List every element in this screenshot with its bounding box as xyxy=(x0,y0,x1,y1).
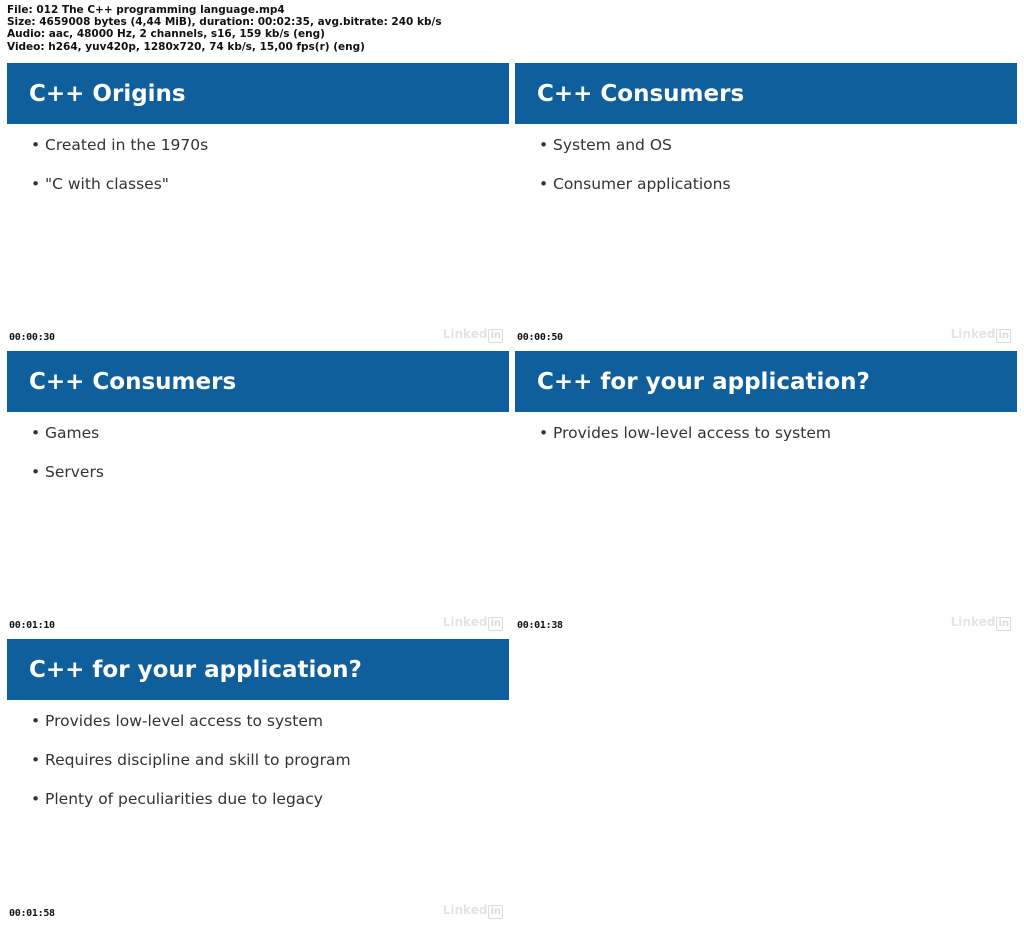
slide-title: C++ for your application? xyxy=(537,369,870,395)
bullet-icon: • xyxy=(31,790,41,808)
bullet-icon: • xyxy=(539,424,549,442)
slide-title: C++ for your application? xyxy=(29,657,362,683)
bullet-icon: • xyxy=(31,712,41,730)
slide-bullet xyxy=(539,134,731,173)
slide-bullet xyxy=(31,788,351,827)
slide-title-bar xyxy=(7,639,509,700)
linkedin-watermark xyxy=(443,903,503,919)
slide-bullet-text: Games xyxy=(45,424,100,442)
video-thumbnail[interactable] xyxy=(515,351,1017,638)
video-thumbnail[interactable] xyxy=(7,351,509,638)
slide-bullet xyxy=(539,173,731,212)
slide-bullet-text: Plenty of peculiarities due to legacy xyxy=(45,790,323,808)
bullet-icon: • xyxy=(31,463,41,481)
slide-title: C++ Consumers xyxy=(537,81,745,107)
bullet-icon: • xyxy=(539,175,549,193)
slide-bullet-text: Consumer applications xyxy=(553,175,731,193)
slide-title-bar xyxy=(7,63,509,124)
slide-bullet-list xyxy=(31,710,351,827)
watermark-text: Linked xyxy=(442,903,488,917)
slide-title-bar xyxy=(515,351,1017,412)
thumbnail-timestamp: 00:00:30 xyxy=(9,332,55,343)
slide-bullet xyxy=(31,173,208,212)
slide-title: C++ Consumers xyxy=(29,369,237,395)
linkedin-in-icon: in xyxy=(490,330,501,341)
slide-bullet-list xyxy=(539,422,831,461)
file-info-line: Size: 4659008 bytes (4,44 MiB), duration: 00:02:35, avg.bitrate: 240 kb/s xyxy=(7,16,442,29)
slide-bullet-text: Requires discipline and skill to program xyxy=(45,751,351,769)
thumbnail-timestamp: 00:01:58 xyxy=(9,908,55,919)
bullet-icon: • xyxy=(31,424,41,442)
slide-bullet-text: Provides low-level access to system xyxy=(45,712,323,730)
slide-title-bar xyxy=(515,63,1017,124)
bullet-icon: • xyxy=(31,751,41,769)
thumbnail-timestamp: 00:01:38 xyxy=(517,620,563,631)
slide-bullet-list xyxy=(31,134,208,212)
slide-bullet xyxy=(31,710,351,749)
slide-bullet-text: "C with classes" xyxy=(45,175,169,193)
linkedin-watermark xyxy=(951,327,1011,343)
watermark-text: Linked xyxy=(950,327,996,341)
thumbnail-timestamp: 00:00:50 xyxy=(517,332,563,343)
slide-bullet-text: System and OS xyxy=(553,136,672,154)
slide-bullet xyxy=(539,422,831,461)
bullet-icon: • xyxy=(31,136,41,154)
slide-bullet xyxy=(31,461,104,500)
bullet-icon: • xyxy=(31,175,41,193)
linkedin-in-icon: in xyxy=(490,906,501,917)
linkedin-watermark xyxy=(443,327,503,343)
linkedin-watermark xyxy=(951,615,1011,631)
slide-bullet xyxy=(31,749,351,788)
watermark-text: Linked xyxy=(442,615,488,629)
slide-title: C++ Origins xyxy=(29,81,186,107)
slide-bullet xyxy=(31,422,104,461)
slide-bullet-text: Servers xyxy=(45,463,104,481)
slide-bullet-text: Created in the 1970s xyxy=(45,136,209,154)
video-thumbnail[interactable] xyxy=(7,63,509,350)
file-info-line: Video: h264, yuv420p, 1280x720, 74 kb/s, 15,00 fps(r) (eng) xyxy=(7,40,365,53)
linkedin-watermark xyxy=(443,615,503,631)
slide-bullet-list xyxy=(539,134,731,212)
watermark-text: Linked xyxy=(950,615,996,629)
video-thumbnail[interactable] xyxy=(515,63,1017,350)
bullet-icon: • xyxy=(539,136,549,154)
file-info-header xyxy=(7,4,1007,53)
slide-bullet-list xyxy=(31,422,104,500)
file-info-line: File: 012 The C++ programming language.mp4 xyxy=(7,4,285,16)
slide-bullet-text: Provides low-level access to system xyxy=(553,424,831,442)
video-thumbnail[interactable] xyxy=(7,639,509,926)
slide-title-bar xyxy=(7,351,509,412)
linkedin-in-icon: in xyxy=(998,618,1009,629)
linkedin-in-icon: in xyxy=(490,618,501,629)
watermark-text: Linked xyxy=(442,327,488,341)
thumbnail-timestamp: 00:01:10 xyxy=(9,620,55,631)
slide-bullet xyxy=(31,134,208,173)
linkedin-in-icon: in xyxy=(998,330,1009,341)
file-info-line: Audio: aac, 48000 Hz, 2 channels, s16, 159 kb/s (eng) xyxy=(7,28,325,41)
